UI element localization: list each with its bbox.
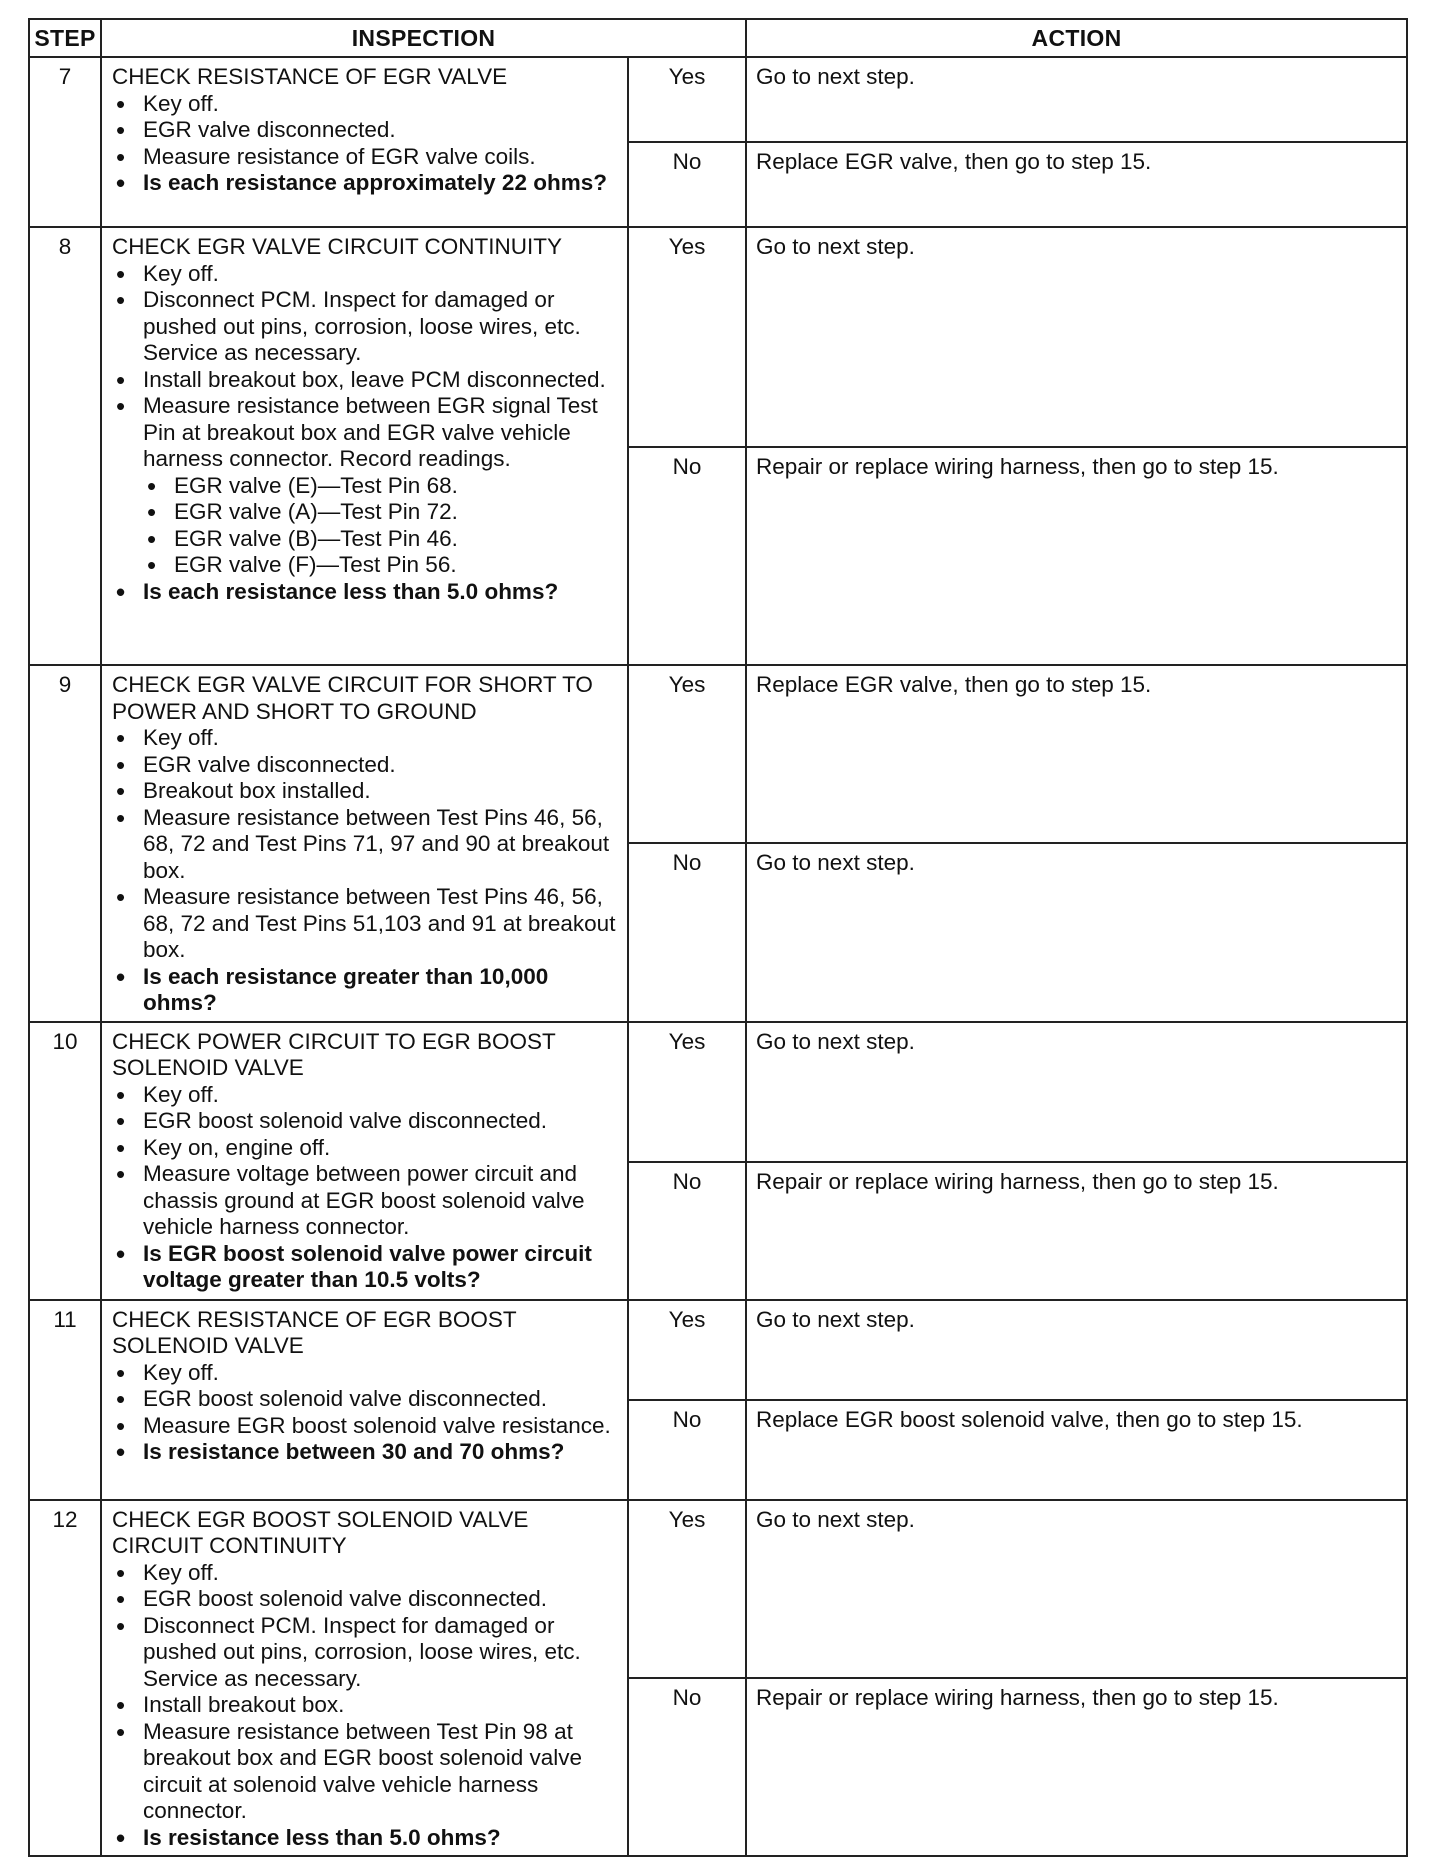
- bullet-item: • EGR boost solenoid valve disconnected.: [112, 1108, 617, 1135]
- answer-yes: Yes: [628, 227, 746, 447]
- answer-yes: Yes: [628, 1500, 746, 1678]
- answer-yes: Yes: [628, 1300, 746, 1400]
- action-no: Repair or replace wiring harness, then go to step 15.: [746, 1162, 1407, 1300]
- step-7-yes-row: [29, 57, 1407, 142]
- bullet-item: • Measure resistance between Test Pins 46, 56, 68, 72 and Test Pins 71, 97 and 90 at breakout box.: [112, 805, 617, 885]
- sub-bullet-item: • EGR valve (E)—Test Pin 68.: [143, 473, 617, 500]
- question-item: • Is each resistance approximately 22 ohms?: [112, 170, 617, 197]
- inspection-cell: [101, 57, 628, 227]
- question-item: • Is EGR boost solenoid valve power circuit voltage greater than 10.5 volts?: [112, 1241, 617, 1294]
- step-title: CHECK RESISTANCE OF EGR VALVE: [112, 64, 508, 89]
- bullet-item: • Install breakout box.: [112, 1692, 617, 1719]
- step-title: CHECK EGR VALVE CIRCUIT CONTINUITY: [112, 234, 563, 259]
- answer-no: No: [628, 843, 746, 1021]
- answer-yes: Yes: [628, 665, 746, 843]
- action-yes: Go to next step.: [746, 1300, 1407, 1400]
- action-no: Replace EGR valve, then go to step 15.: [746, 142, 1407, 227]
- step-title: CHECK POWER CIRCUIT TO EGR BOOST SOLENOID VALVE: [112, 1028, 556, 1080]
- bullet-item: • Key off.: [112, 91, 617, 118]
- bullet-item: • Key off.: [112, 1360, 617, 1387]
- step-12-yes-row: [29, 1500, 1407, 1678]
- header-step: STEP: [29, 19, 101, 57]
- bullet-item: • Key on, engine off.: [112, 1135, 617, 1162]
- step-8-yes-row: [29, 227, 1407, 447]
- step-9-yes-row: [29, 665, 1407, 843]
- question-item: • Is each resistance less than 5.0 ohms?: [112, 579, 617, 606]
- action-no: Repair or replace wiring harness, then go to step 15.: [746, 1678, 1407, 1856]
- answer-yes: Yes: [628, 1022, 746, 1162]
- step-number: 8: [29, 227, 101, 665]
- bullet-item: • Key off.: [112, 1082, 617, 1109]
- bullet-item: • Disconnect PCM. Inspect for damaged or pushed out pins, corrosion, loose wires, etc. Service as necessary.: [112, 287, 617, 367]
- action-yes: Go to next step.: [746, 1500, 1407, 1678]
- action-yes: Go to next step.: [746, 57, 1407, 142]
- step-10-yes-row: [29, 1022, 1407, 1162]
- step-number: 7: [29, 57, 101, 227]
- answer-yes: Yes: [628, 57, 746, 142]
- bullet-item: • Key off.: [112, 261, 617, 288]
- action-yes: Go to next step.: [746, 227, 1407, 447]
- answer-no: No: [628, 142, 746, 227]
- bullet-item: • Measure EGR boost solenoid valve resistance.: [112, 1413, 617, 1440]
- bullet-item: • EGR boost solenoid valve disconnected.: [112, 1386, 617, 1413]
- action-no: Repair or replace wiring harness, then go to step 15.: [746, 447, 1407, 665]
- step-title: CHECK EGR BOOST SOLENOID VALVE CIRCUIT CONTINUITY: [112, 1506, 529, 1558]
- bullet-item: • Measure voltage between power circuit and chassis ground at EGR boost solenoid valve vehicle harness connector.: [112, 1161, 617, 1241]
- answer-no: No: [628, 1400, 746, 1500]
- question-item: • Is each resistance greater than 10,000 ohms?: [112, 964, 617, 1017]
- bullet-item: • Disconnect PCM. Inspect for damaged or pushed out pins, corrosion, loose wires, etc. Service as necessary.: [112, 1613, 617, 1693]
- inspection-cell: [101, 665, 628, 1022]
- sub-bullet-item: • EGR valve (F)—Test Pin 56.: [143, 552, 617, 579]
- bullet-item: • Key off.: [112, 1560, 617, 1587]
- action-no: Replace EGR boost solenoid valve, then go to step 15.: [746, 1400, 1407, 1500]
- action-yes: Replace EGR valve, then go to step 15.: [746, 665, 1407, 843]
- step-number: 11: [29, 1300, 101, 1500]
- bullet-item: • Key off.: [112, 725, 617, 752]
- bullet-item: • Measure resistance of EGR valve coils.: [112, 144, 617, 171]
- sub-bullet-item: • EGR valve (B)—Test Pin 46.: [143, 526, 617, 553]
- header-inspection: INSPECTION: [101, 19, 746, 57]
- bullet-item: • Breakout box installed.: [112, 778, 617, 805]
- inspection-cell: [101, 227, 628, 665]
- step-number: 12: [29, 1500, 101, 1857]
- header-action: ACTION: [746, 19, 1407, 57]
- bullet-item: • EGR valve disconnected.: [112, 752, 617, 779]
- table-header-row: [29, 19, 1407, 57]
- step-number: 9: [29, 665, 101, 1022]
- question-item: • Is resistance less than 5.0 ohms?: [112, 1825, 617, 1852]
- bullet-item: • Measure resistance between Test Pin 98 at breakout box and EGR boost solenoid valve circuit at solenoid valve vehicle harness connector.: [112, 1719, 617, 1825]
- question-item: • Is resistance between 30 and 70 ohms?: [112, 1439, 617, 1466]
- step-title: CHECK RESISTANCE OF EGR BOOST SOLENOID VALVE: [112, 1306, 517, 1358]
- action-no: Go to next step.: [746, 843, 1407, 1021]
- step-title: CHECK EGR VALVE CIRCUIT FOR SHORT TO POWER AND SHORT TO GROUND: [112, 672, 593, 724]
- diagnostic-table: [28, 18, 1408, 1857]
- inspection-cell: [101, 1500, 628, 1857]
- inspection-cell: [101, 1300, 628, 1500]
- bullet-item: • EGR valve disconnected.: [112, 117, 617, 144]
- bullet-item: • Install breakout box, leave PCM disconnected.: [112, 367, 617, 394]
- inspection-cell: [101, 1022, 628, 1300]
- action-yes: Go to next step.: [746, 1022, 1407, 1162]
- bullet-text: Measure resistance between EGR signal Test Pin at breakout box and EGR valve vehicle harness connector. Record readings.: [143, 393, 598, 471]
- bullet-item: [112, 393, 617, 579]
- answer-no: No: [628, 1678, 746, 1856]
- step-number: 10: [29, 1022, 101, 1300]
- answer-no: No: [628, 1162, 746, 1300]
- bullet-item: • EGR boost solenoid valve disconnected.: [112, 1586, 617, 1613]
- answer-no: No: [628, 447, 746, 665]
- bullet-item: • Measure resistance between Test Pins 46, 56, 68, 72 and Test Pins 51,103 and 91 at breakout box.: [112, 884, 617, 964]
- step-11-yes-row: [29, 1300, 1407, 1400]
- sub-bullet-item: • EGR valve (A)—Test Pin 72.: [143, 499, 617, 526]
